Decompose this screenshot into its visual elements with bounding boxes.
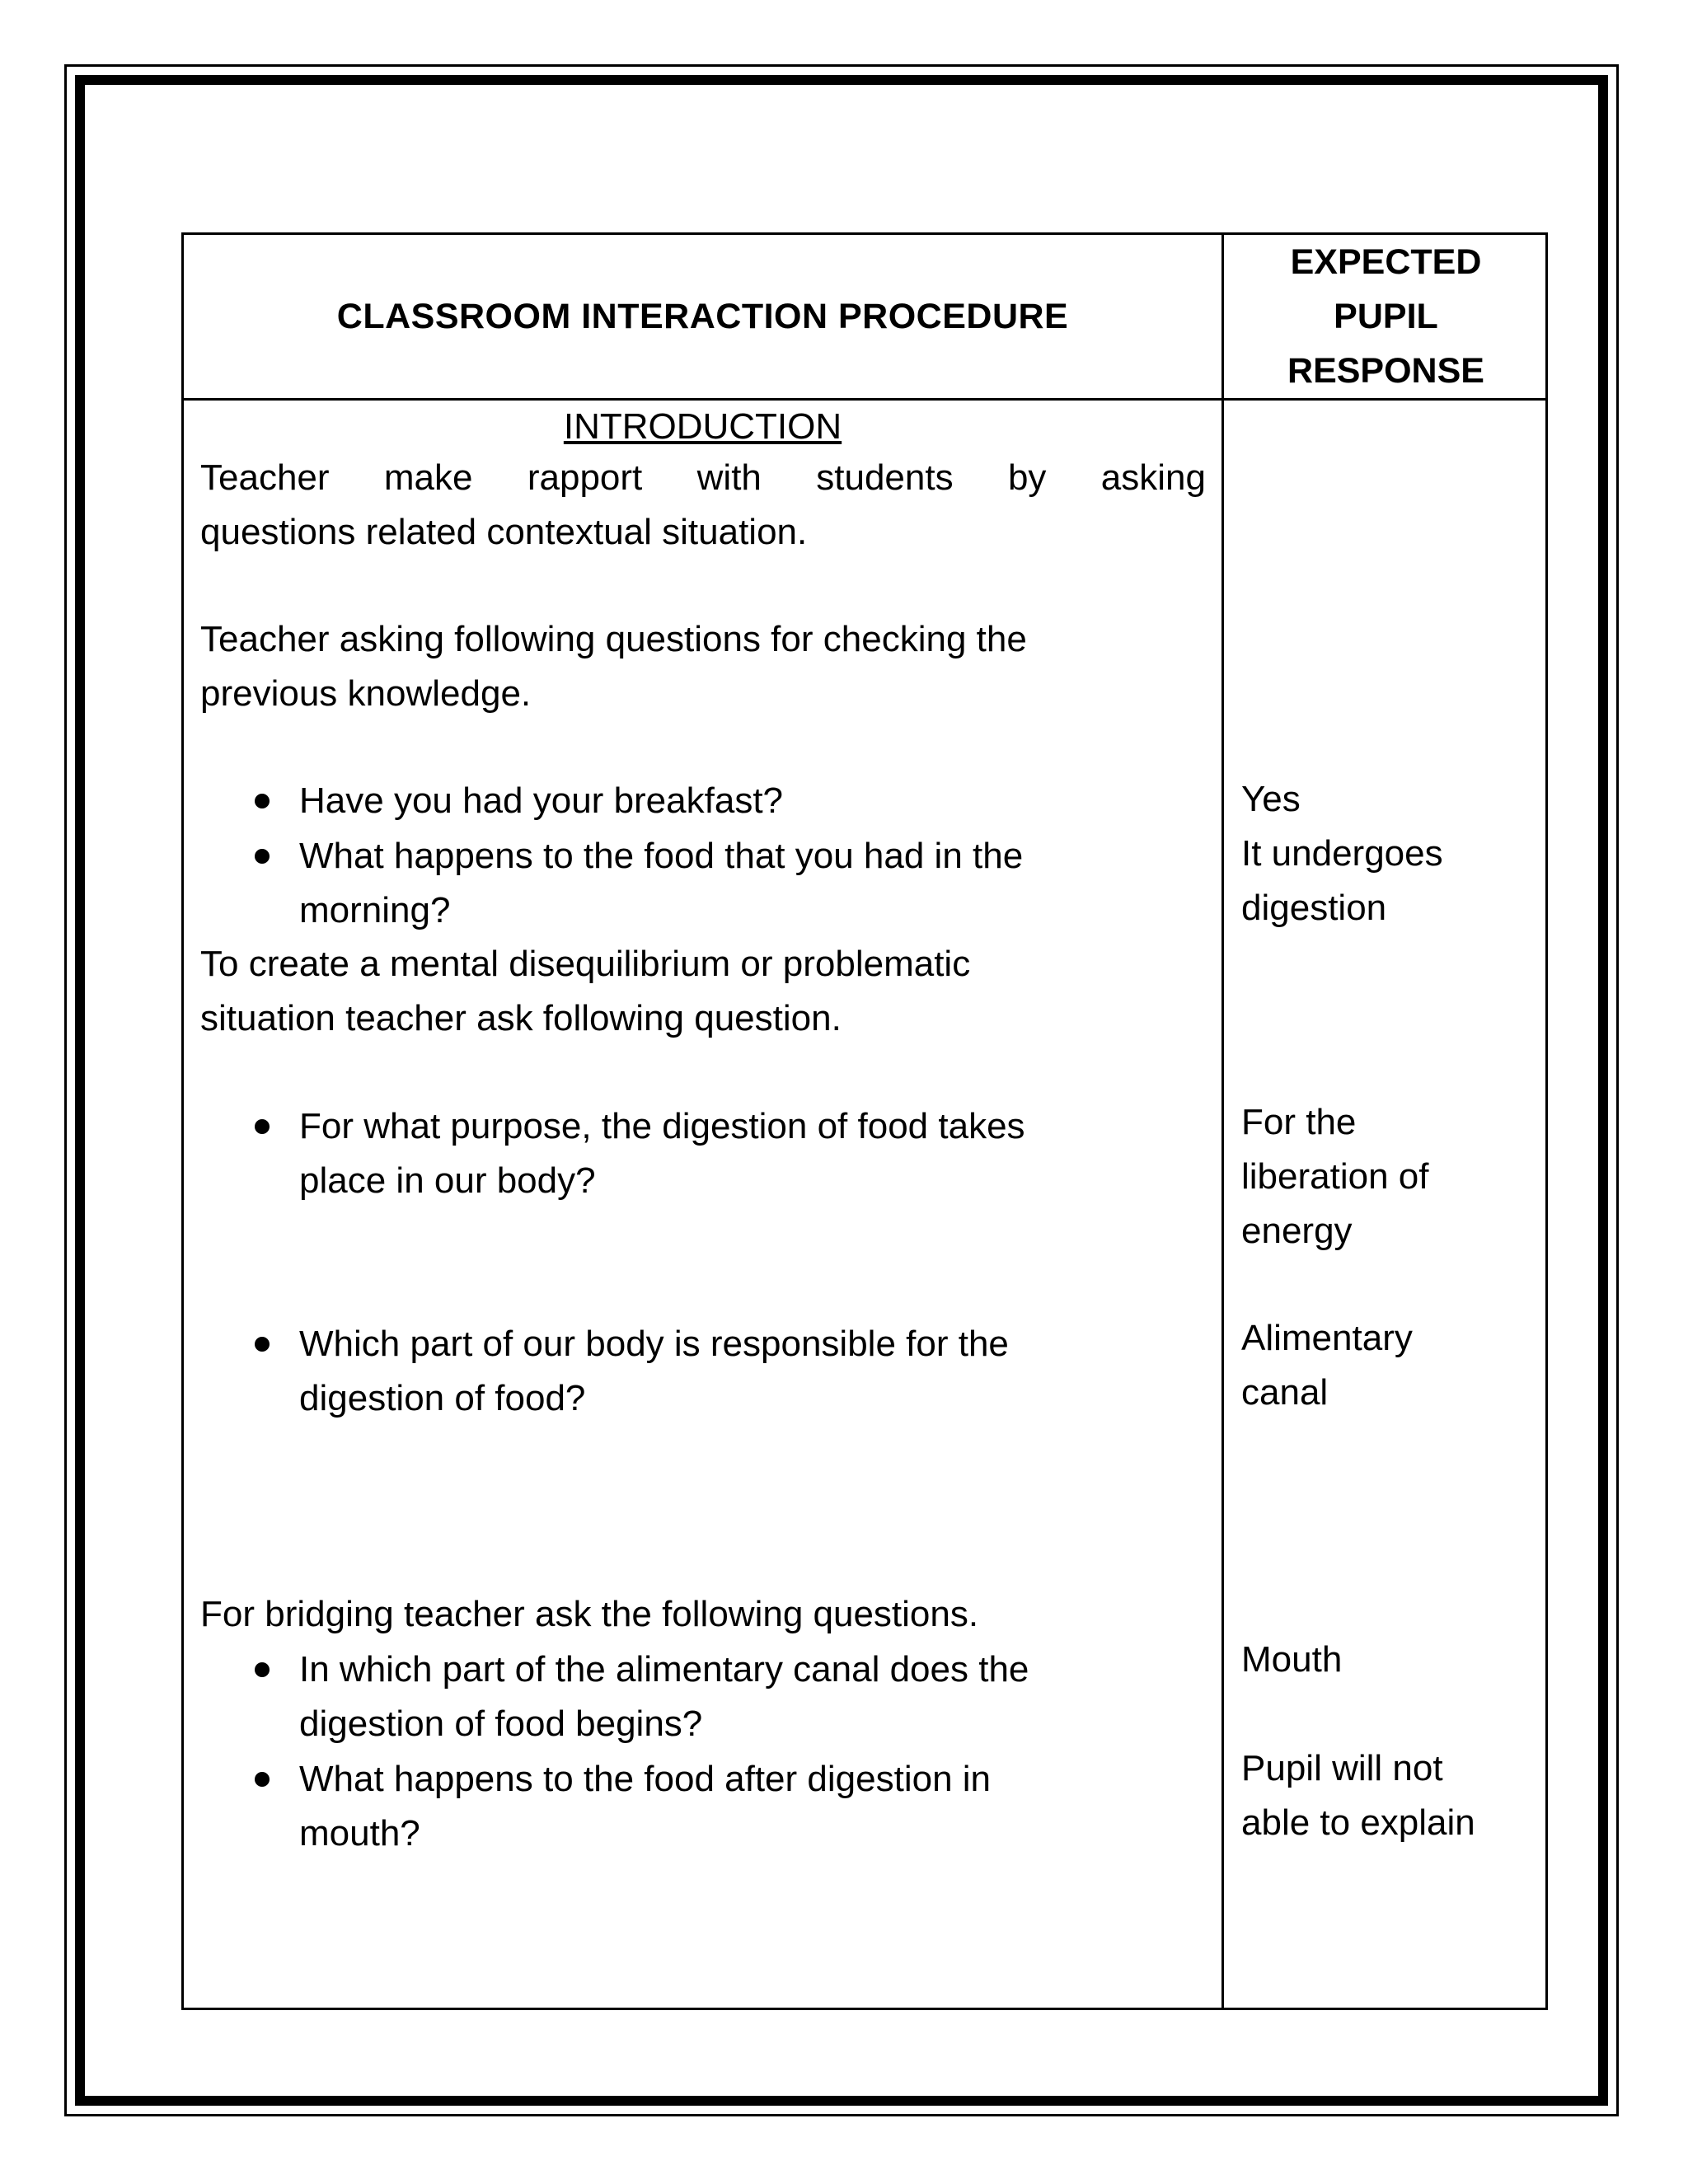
response-alimentary-line2: canal [1241, 1372, 1329, 1413]
bullet-icon [255, 794, 270, 808]
question-food-morning-line2: morning? [299, 890, 451, 930]
response-energy-line1: For the [1241, 1102, 1357, 1142]
response-digestion-line1: It undergoes [1241, 833, 1443, 874]
response-energy-line2: liberation of [1241, 1156, 1429, 1197]
response-title-line3: RESPONSE [1287, 351, 1484, 391]
response-mouth: Mouth [1241, 1639, 1343, 1680]
question-after-mouth-line2: mouth? [299, 1813, 420, 1854]
response-alimentary-line1: Alimentary [1241, 1318, 1413, 1358]
bullet-icon [255, 1337, 270, 1352]
response-energy-line3: energy [1241, 1211, 1353, 1251]
question-breakfast: Have you had your breakfast? [299, 780, 784, 821]
question-body-part-line2: digestion of food? [299, 1378, 586, 1418]
previous-knowledge-line1: Teacher asking following questions for checking the [200, 619, 1027, 659]
bullet-icon [255, 1772, 270, 1787]
question-purpose-line2: place in our body? [299, 1160, 596, 1201]
rapport-line2: questions related contextual situation. [200, 512, 808, 552]
disequilibrium-line1: To create a mental disequilibrium or problematic [200, 944, 971, 984]
question-purpose-line1: For what purpose, the digestion of food takes [299, 1106, 1025, 1146]
column-divider [1221, 235, 1224, 2008]
bullet-icon [255, 1119, 270, 1134]
question-food-morning-line1: What happens to the food that you had in the [299, 836, 1024, 876]
response-title-line2: PUPIL [1334, 297, 1438, 336]
procedure-column-header [184, 235, 1221, 398]
response-title-line1: EXPECTED [1290, 242, 1482, 282]
response-column-header [1224, 235, 1548, 398]
response-yes: Yes [1241, 779, 1301, 819]
response-not-explain-line1: Pupil will not [1241, 1748, 1443, 1788]
response-not-explain-line2: able to explain [1241, 1802, 1475, 1843]
previous-knowledge-line2: previous knowledge. [200, 673, 532, 714]
bullet-icon [255, 849, 270, 864]
question-body-part-line1: Which part of our body is responsible for the [299, 1324, 1009, 1364]
question-after-mouth-line1: What happens to the food after digestion in [299, 1759, 992, 1799]
question-digestion-begins-line1: In which part of the alimentary canal does the [299, 1649, 1029, 1690]
bullet-icon [255, 1662, 270, 1677]
bridging-line: For bridging teacher ask the following questions. [200, 1594, 979, 1634]
response-digestion-line2: digestion [1241, 888, 1387, 928]
disequilibrium-line2: situation teacher ask following question. [200, 998, 842, 1038]
introduction-heading: INTRODUCTION [563, 406, 842, 447]
rapport-line1: Teacher make rapport with students by asking [200, 457, 1206, 498]
lesson-table [181, 232, 1548, 2010]
procedure-column-title: CLASSROOM INTERACTION PROCEDURE [336, 296, 1069, 336]
question-digestion-begins-line2: digestion of food begins? [299, 1704, 703, 1744]
